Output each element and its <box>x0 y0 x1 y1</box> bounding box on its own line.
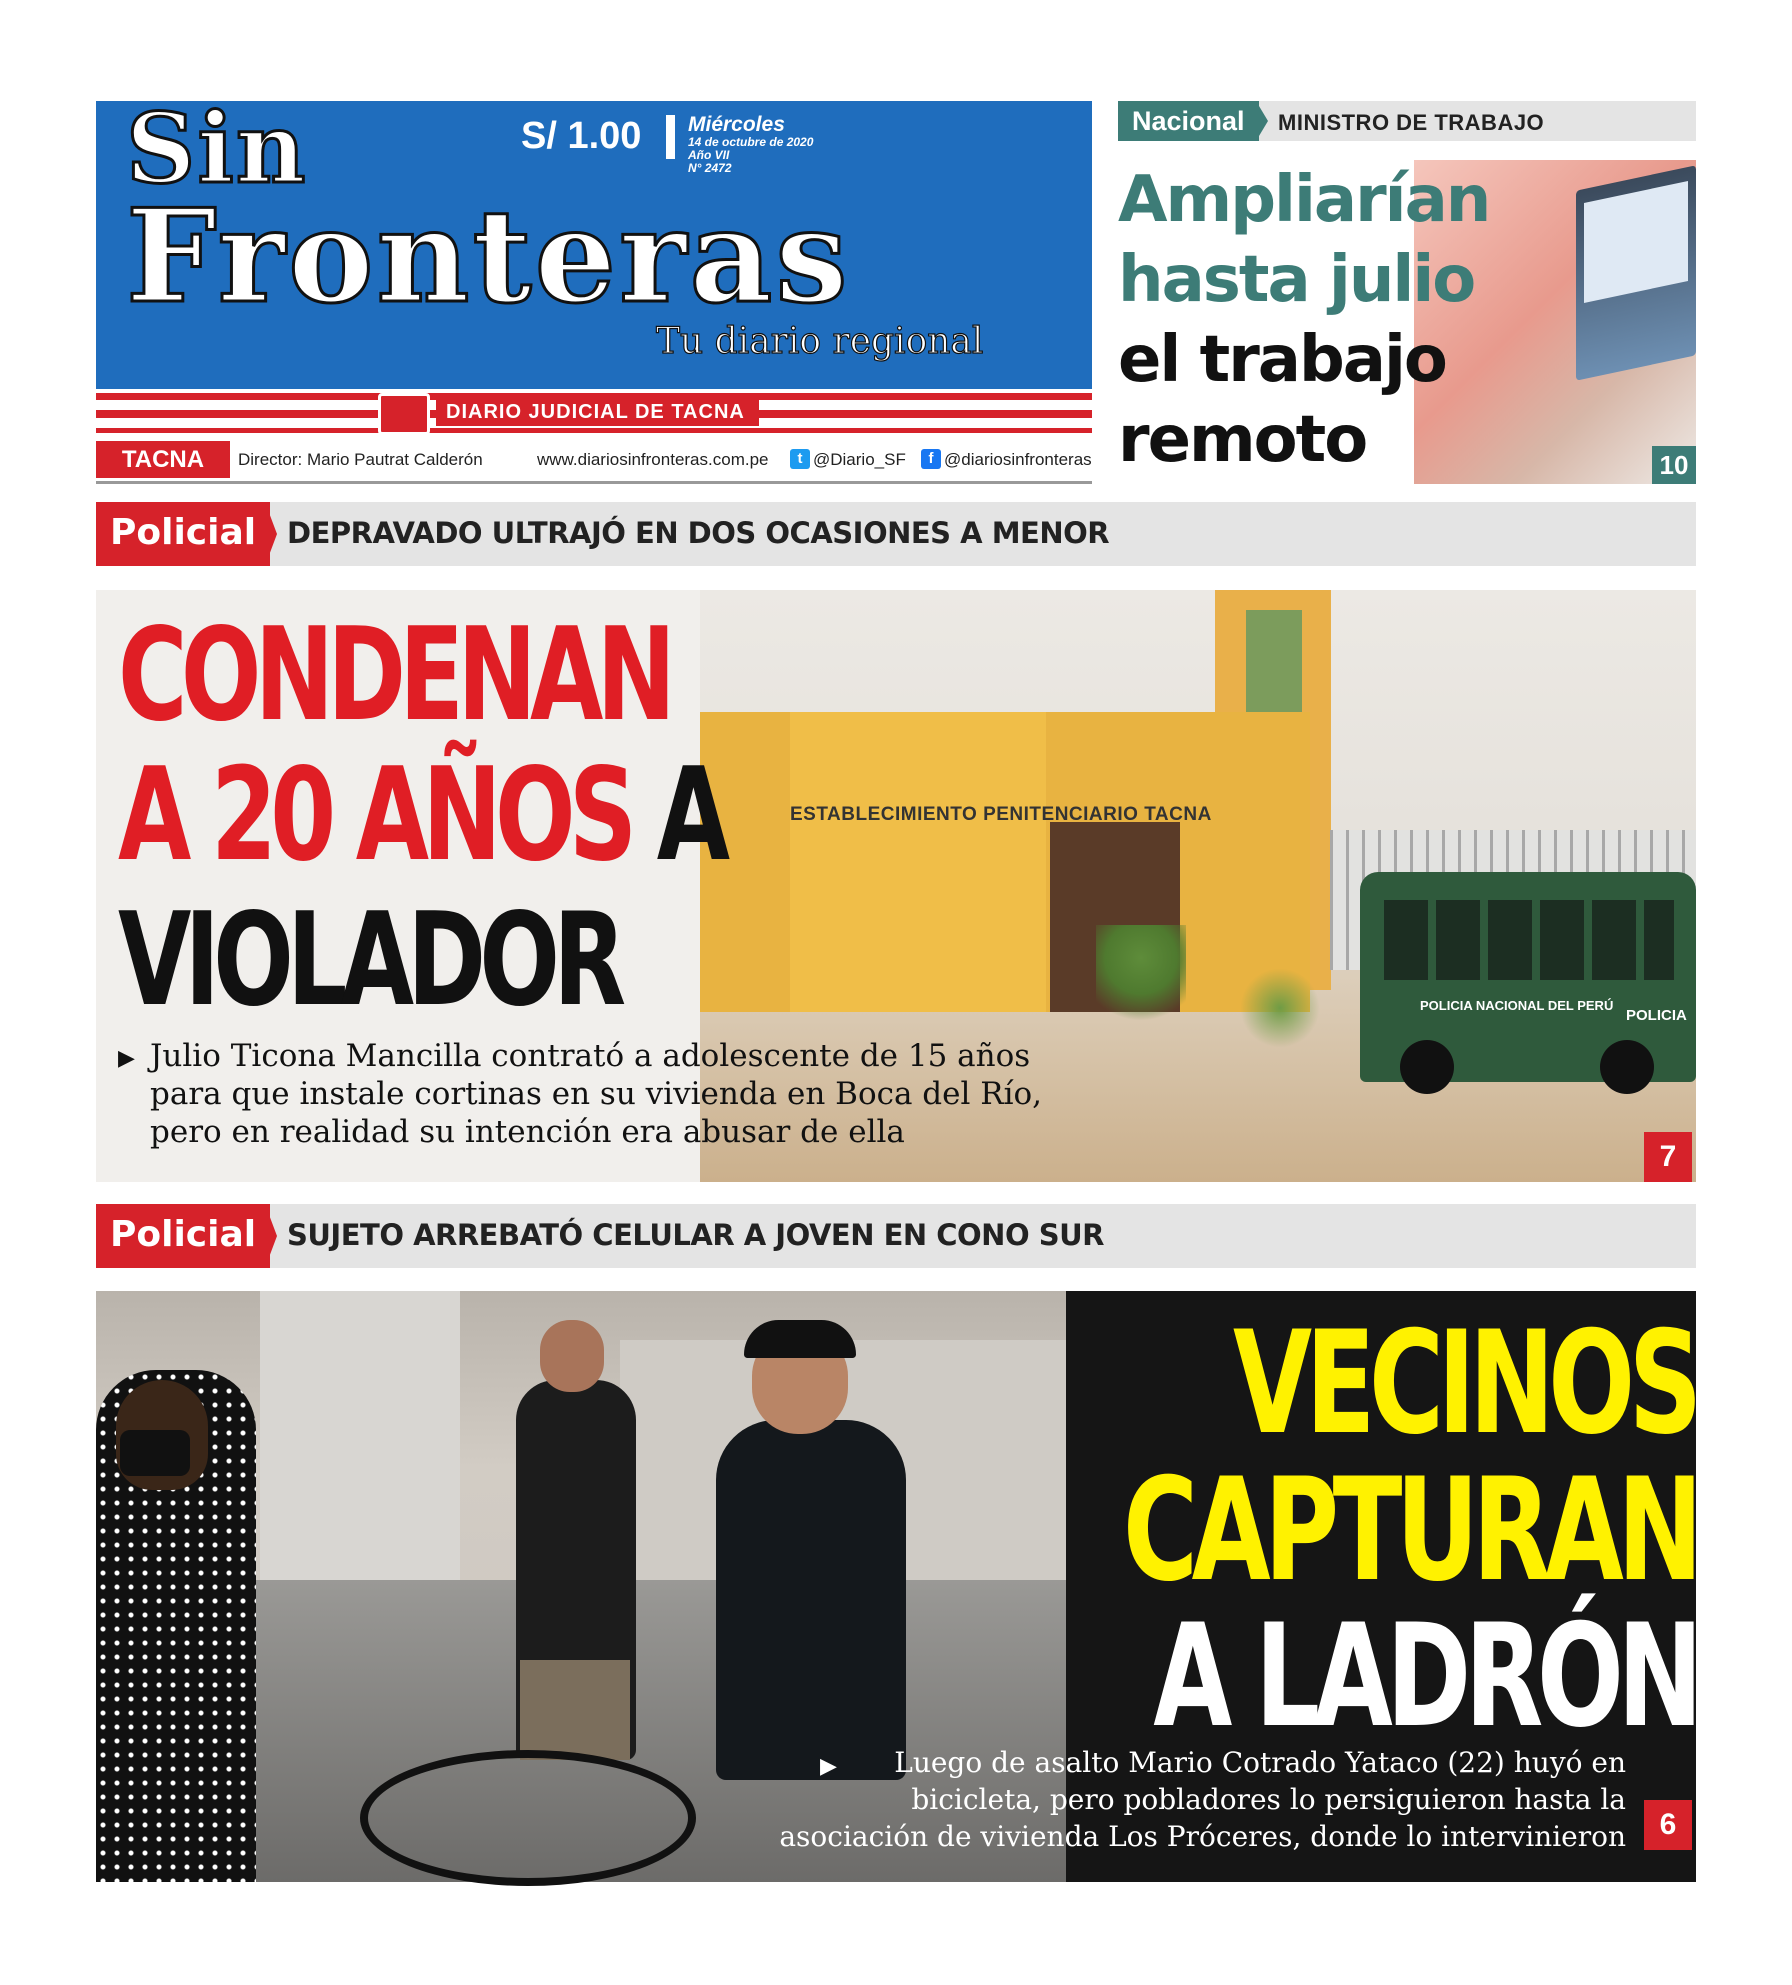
date-block <box>688 113 813 176</box>
year: Año VII <box>688 148 730 163</box>
weekday: Miércoles <box>688 113 785 136</box>
red-stripe-bottom <box>96 428 1092 433</box>
logo-fronteras: Fronteras <box>126 182 851 332</box>
bush <box>1240 968 1320 1048</box>
page-badge: 10 <box>1652 446 1696 484</box>
facebook-icon: f <box>921 449 941 469</box>
masthead <box>96 92 1092 389</box>
nacional-headline-line4: remoto <box>1118 403 1367 477</box>
story2-headline-line2[interactable]: CAPTURAN <box>1122 1448 1696 1613</box>
bus-wheel <box>1400 1040 1454 1094</box>
man-head <box>540 1320 604 1392</box>
city-badge: TACNA <box>96 441 230 478</box>
story2-headline-line3[interactable]: A LADRÓN <box>1152 1594 1696 1759</box>
story1-deck <box>150 1037 1042 1151</box>
bicycle <box>360 1750 696 1886</box>
story1-deck-line1: Julio Ticona Mancilla contrató a adolescente de 15 años <box>150 1038 1031 1074</box>
story2-deck-line3: asociación de vivienda Los Próceres, donde lo intervinieron <box>779 1820 1626 1853</box>
nacional-kicker: MINISTRO DE TRABAJO <box>1278 110 1545 135</box>
nacional-headline-line2: hasta julio <box>1118 243 1475 317</box>
bus-policia: POLICIA <box>1626 1007 1687 1024</box>
nacional-section-tag: Nacional <box>1118 101 1259 141</box>
page-badge: 6 <box>1644 1800 1692 1850</box>
story2-deck <box>779 1744 1626 1855</box>
section-tag-policial-2: Policial <box>96 1204 270 1268</box>
chevron-right-icon <box>265 1204 277 1268</box>
chevron-right-icon <box>1256 101 1268 141</box>
palm-tree <box>1096 925 1186 1035</box>
bus-wheel <box>1600 1040 1654 1094</box>
story2-deck-line2: bicicleta, pero pobladores lo persiguieron hasta la <box>911 1783 1626 1816</box>
officer-cap <box>744 1320 856 1358</box>
story1-headline-black: A <box>630 741 724 890</box>
story1-kicker: DEPRAVADO ULTRAJÓ EN DOS OCASIONES A MENOR <box>287 516 1110 550</box>
logo-sin: Sin <box>126 92 308 205</box>
judicial-emblem-icon <box>378 393 430 435</box>
bus-label: POLICIA NACIONAL DEL PERÚ <box>1420 998 1614 1013</box>
story2-headline-line1[interactable]: VECINOS <box>1233 1301 1696 1466</box>
issue-number: N° 2472 <box>688 161 732 176</box>
story1-headline-line1[interactable]: CONDENAN <box>118 601 670 750</box>
story2-kicker: SUJETO ARREBATÓ CELULAR A JOVEN EN CONO SUR <box>287 1218 1104 1252</box>
chevron-right-icon <box>265 502 277 566</box>
section-tag-policial-1: Policial <box>96 502 270 566</box>
price-divider <box>666 115 675 159</box>
story1-deck-line2: para que instale cortinas en su vivienda en Boca del Río, <box>150 1076 1043 1112</box>
face-mask <box>120 1430 190 1476</box>
story1-headline-line3[interactable]: VIOLADOR <box>118 886 620 1035</box>
divider <box>96 481 1092 484</box>
date: 14 de octubre de 2020 <box>688 135 814 150</box>
shorts <box>520 1660 630 1760</box>
logo-tagline: Tu diario regional <box>656 321 984 362</box>
triangle-bullet-icon: ▶ <box>118 1045 135 1070</box>
bus-windows <box>1384 900 1674 980</box>
story2-deck-line1: Luego de asalto Mario Cotrado Yataco (22) huyó en <box>894 1746 1626 1779</box>
twitter-handle[interactable]: @Diario_SF <box>813 450 906 469</box>
story1-headline-red: A 20 AÑOS <box>118 741 631 890</box>
twitter-icon: t <box>790 449 810 469</box>
nacional-headline-line3: el trabajo <box>1118 323 1446 397</box>
judicial-label: DIARIO JUDICIAL DE TACNA <box>436 399 759 426</box>
building <box>260 1291 460 1591</box>
facebook-handle[interactable]: @diariosinfronteras <box>944 450 1092 469</box>
prison-wall-front <box>790 712 1046 1012</box>
police-officer <box>716 1420 906 1780</box>
nacional-headline[interactable] <box>1118 160 1489 480</box>
story1-headline-line2[interactable] <box>118 741 724 890</box>
prison-sign: ESTABLECIMIENTO PENITENCIARIO TACNA <box>790 804 1212 825</box>
story1-deck-line3: pero en realidad su intención era abusar de ella <box>150 1114 905 1150</box>
director: Director: Mario Pautrat Calderón <box>238 450 483 469</box>
price: S/ 1.00 <box>521 115 642 157</box>
page-badge: 7 <box>1644 1132 1692 1182</box>
website[interactable]: www.diariosinfronteras.com.pe <box>537 450 769 469</box>
nacional-headline-line1: Ampliarían <box>1118 163 1490 237</box>
triangle-bullet-icon: ▶ <box>820 1753 837 1778</box>
